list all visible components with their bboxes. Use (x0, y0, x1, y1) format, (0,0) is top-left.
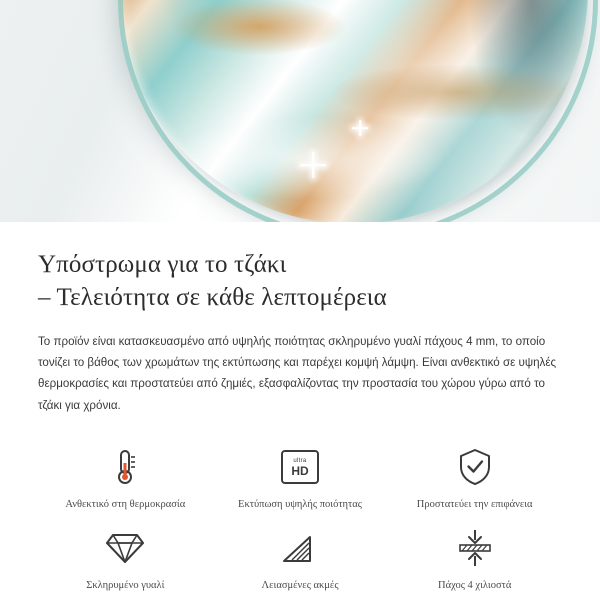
description-paragraph: Το προϊόν είναι κατασκευασμένο από υψηλής ποιότητας σκληρυμένο γυαλί πάχους 4 mm, το οποίο τονίζει το βάθος των χρωμάτων της εκτύπωσης και παρέχει κομψή λάμψη. Είναι ανθεκτικό σε υψηλές θερμοκρασίες και προστατεύει από ζημιές, εξασφαλίζοντας την προστασία του χώρου γύρω από το τζάκι για χρόνια. (38, 334, 557, 412)
page-title (38, 248, 562, 315)
feature-label: Εκτύπωση υψηλής ποιότητας (238, 499, 362, 511)
badge-hd-text: HD (291, 463, 309, 478)
badge-ultra-text: ultra (293, 457, 307, 464)
thickness-arrows-icon (454, 525, 496, 571)
feature-label: Προστατεύει την επιφάνεια (416, 499, 533, 511)
feature-polished-edges (213, 519, 388, 594)
feature-label: Ανθεκτικό στη θερμοκρασία (65, 499, 186, 511)
title-line-2: – Τελειότητα σε κάθε λεπτομέρεια (38, 284, 387, 312)
hero-image (0, 0, 600, 222)
feature-thickness (387, 519, 562, 594)
content-block (0, 222, 600, 595)
ultra-hd-badge-icon (281, 444, 319, 490)
feature-grid (38, 438, 562, 594)
diamond-icon (105, 525, 145, 571)
feature-label: Σκληρυμένο γυαλί (86, 580, 165, 592)
feature-label: Πάχος 4 χιλιοστά (438, 580, 512, 592)
title-line-1: Υπόστρωμα για το τζάκι (38, 251, 287, 278)
feature-heat-resistant (38, 438, 213, 513)
feature-surface-protection (387, 438, 562, 513)
feature-tempered-glass (38, 519, 213, 594)
polished-edges-icon (280, 525, 320, 571)
feature-label: Λειασμένες ακμές (261, 580, 339, 592)
feature-ultra-hd-print (213, 438, 388, 513)
shield-check-icon (457, 444, 493, 490)
thermometer-icon (110, 444, 140, 490)
